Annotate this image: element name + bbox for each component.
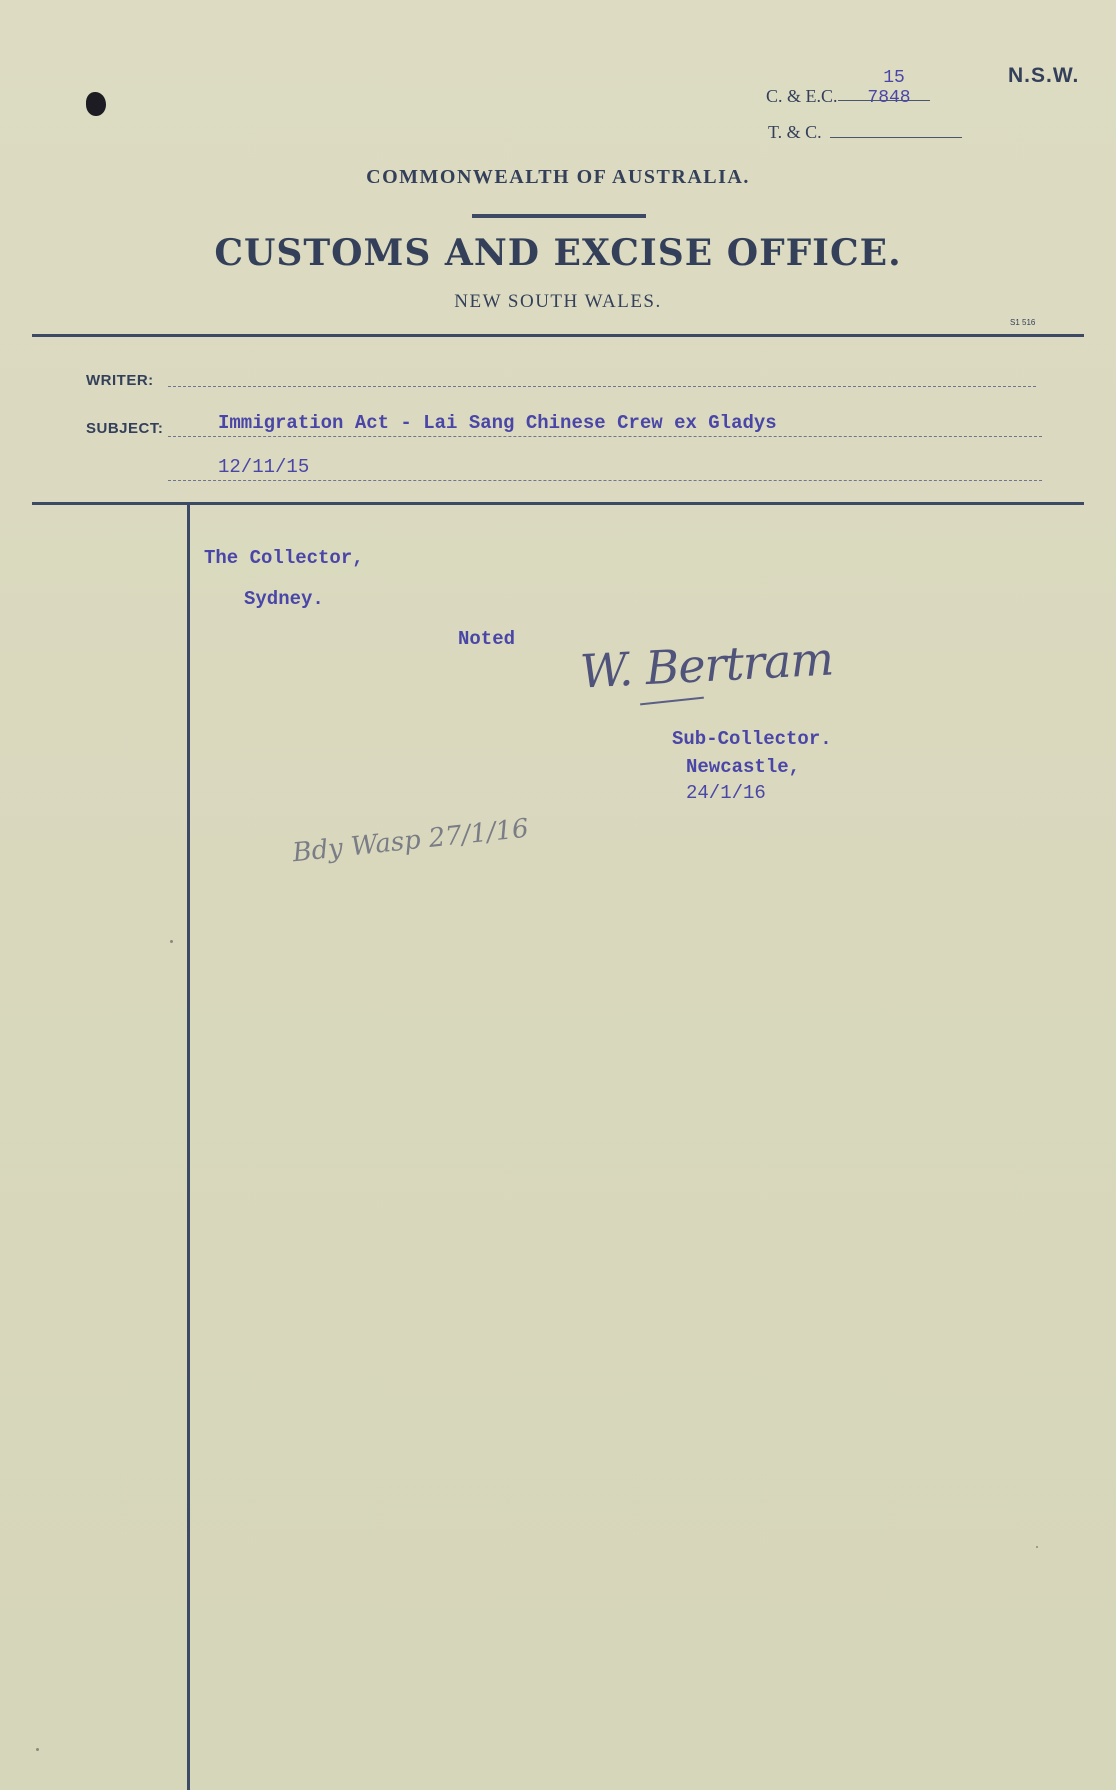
tc-label: T. & C.: [768, 122, 822, 142]
form-code: [1010, 318, 1035, 327]
ref-numerator: 15: [883, 68, 905, 88]
paper-speck: [170, 940, 173, 943]
signer-date: 24/1/16: [686, 782, 766, 804]
state-text: N.S.W.: [1008, 64, 1080, 87]
addressee: The Collector,: [204, 547, 364, 569]
top-rule: [32, 334, 1084, 337]
subject-row: [86, 420, 163, 438]
paper-speck: [1036, 1546, 1038, 1548]
addressee-city: Sydney.: [244, 588, 324, 610]
office-title: [0, 232, 1116, 274]
commonwealth-text: COMMONWEALTH OF AUSTRALIA.: [366, 166, 750, 188]
writer-line: [168, 386, 1036, 387]
signer-place: Newcastle,: [686, 756, 801, 778]
region-heading: [0, 291, 1116, 313]
ref-denominator: 7848: [867, 88, 911, 108]
office-title-text: CUSTOMS AND EXCISE OFFICE.: [214, 232, 902, 274]
tc-line: [830, 137, 962, 138]
subject-label: SUBJECT:: [86, 420, 164, 437]
writer-label: WRITER:: [86, 372, 154, 389]
signature: W. Bertram: [578, 631, 835, 699]
commonwealth-heading: [0, 166, 1116, 189]
noted-text: Noted: [458, 628, 516, 650]
punch-hole-mark: [86, 92, 106, 116]
ref-label: C. & E.C.: [766, 86, 838, 106]
writer-row: [86, 372, 154, 390]
subject-value: Immigration Act - Lai Sang Chinese Crew ex Gladys: [218, 412, 777, 434]
region-text: NEW SOUTH WALES.: [454, 291, 662, 312]
pencil-note: Bdy Wasp 27/1/16: [291, 813, 531, 869]
tc-row: [768, 122, 962, 143]
signer-title: Sub-Collector.: [672, 728, 832, 750]
subject-line-2: [168, 480, 1042, 481]
subject-line: [168, 436, 1042, 437]
heading-divider: [472, 214, 646, 218]
subject-date: 12/11/15: [218, 456, 310, 478]
paper-speck: [36, 1748, 39, 1751]
state-label: [1008, 64, 1079, 88]
form-code-text: S1 516: [1010, 318, 1036, 327]
margin-rule: [187, 505, 190, 1790]
signature-underline: [640, 697, 704, 706]
